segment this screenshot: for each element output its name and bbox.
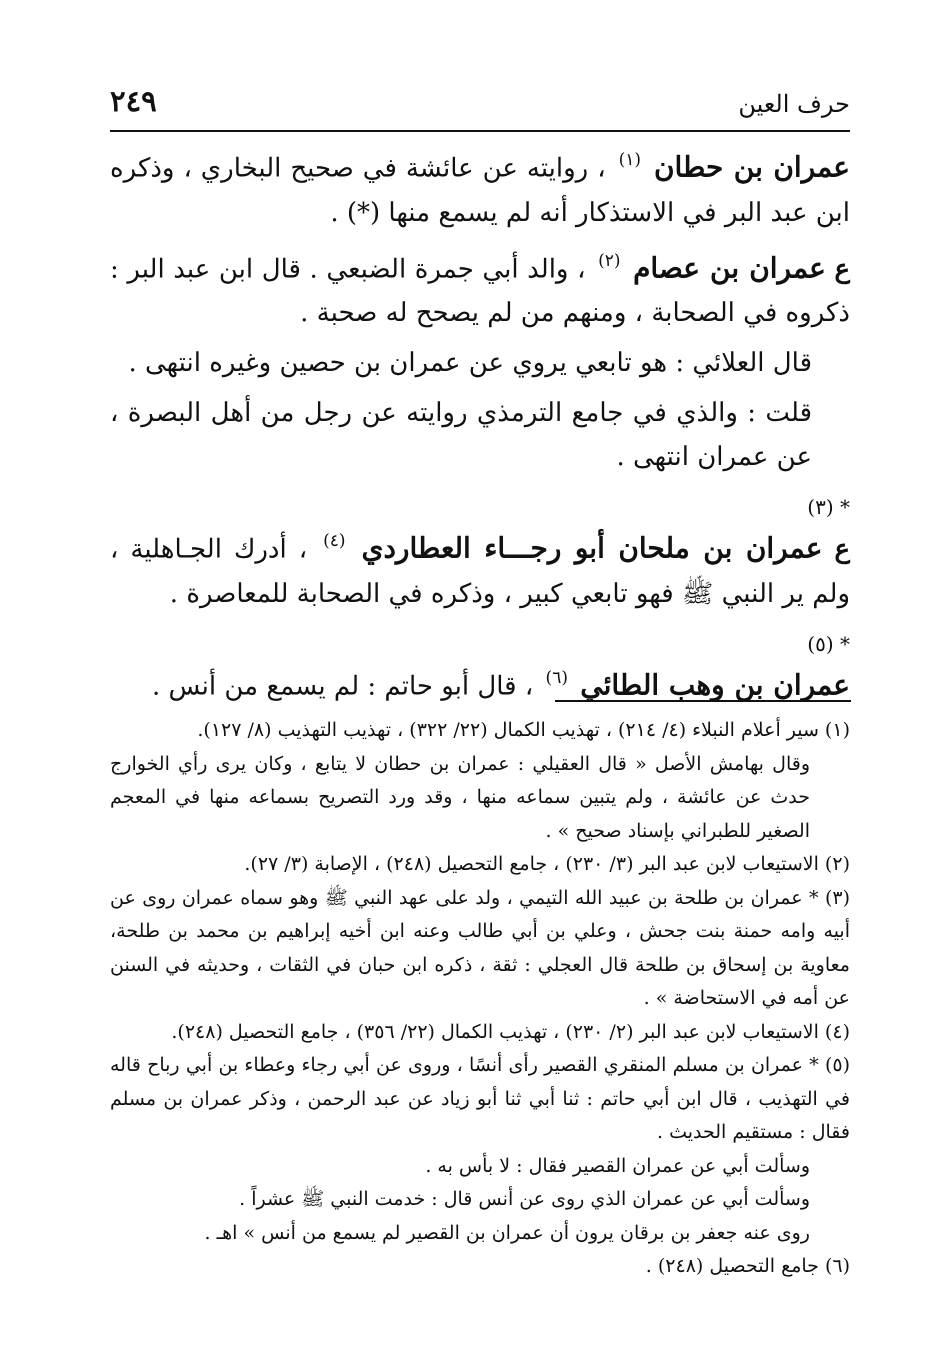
footnote-ref: (٢): [598, 250, 621, 271]
entry-name: عمران بن ملحان أبو رجـــاء العطاردي: [361, 531, 823, 565]
entry-text: ، والد أبي جمرة الضبعي . قال ابن عبد البر : ذكروه في الصحابة ، ومنهم من لم يصحح له صحبة .: [110, 254, 850, 329]
footnote-4: (٤) الاستيعاب لابن عبد البر (٢/ ٢٣٠) ، تهذيب الكمال (٢٢/ ٣٥٦) ، جامع التحصيل (٢٤٨).: [171, 1020, 850, 1043]
footnote-5-line: وسألت أبي عن عمران القصير فقال : لا بأس به .: [425, 1154, 810, 1177]
main-text: [110, 140, 850, 715]
entry-name: عمران بن عصام: [633, 251, 826, 285]
footnote-1: (١) سير أعلام النبلاء (٤/ ٢١٤) ، تهذيب الكمال (٢٢/ ٣٢٢) ، تهذيب التهذيب (٨/ ١٢٧).: [197, 719, 850, 741]
entry-text: ، أدرك الجـاهلية ، ولم ير النبي ﷺ فهو تابعي كبير ، وذكره في الصحابة للمعاصرة .: [110, 534, 850, 609]
entry-prefix: ع: [834, 254, 851, 285]
footnote-5: (٥) * عمران بن مسلم المنقري القصير رأى أنسًا ، وروى عن أبي رجاء وعطاء بن أبي رباح قاله في التهذيب ، قال ابن أبي حاتم : ثنا أبي ثنا أبو زياد عن عبد الرحمن ، وذكر عمران بن مسلم فقال : مستقيم الحديث .: [110, 1054, 850, 1143]
running-title: حرف العين: [738, 90, 850, 118]
star-marker: * (٥): [807, 631, 850, 656]
footnote-6: (٦) جامع التحصيل (٢٤٨) .: [645, 1255, 850, 1277]
footnote-1-note: وقال بهامش الأصل « قال العقيلي : عمران بن حطان لا يتابع ، وكان يرى رأي الخوارج حدث عن عائشة ، ولم يتبين سماعه منها ، وقد ورد التصريح بسماعه منها في المعجم الصغير للطبراني بإسناد صحيح » .: [110, 752, 810, 842]
page-number: ٢٤٩: [110, 84, 157, 118]
entry-text: ، روايته عن عائشة في صحيح البخاري ، وذكره ابن عبد البر في الاستذكار أنه لم يسمع منها (*) .: [110, 153, 850, 228]
footnote-rule: [555, 700, 851, 702]
footnote-5-line: وسألت أبي عن عمران الذي روى عن أنس قال : خدمت النبي ﷺ عشراً .: [239, 1188, 810, 1210]
footnote-ref: (٤): [323, 531, 346, 552]
entry-name: عمران بن حطان: [653, 150, 851, 184]
footnote-ref: (٦): [545, 667, 568, 688]
header-rule: [110, 130, 850, 132]
footnote-5-line: روى عنه جعفر بن برقان يرون أن عمران بن القصير لم يسمع من أنس » اهـ .: [204, 1221, 810, 1244]
entry-imran-ibn-hittan: [110, 140, 850, 235]
footnotes: [110, 714, 850, 1284]
quote-alalai: قال العلائي : هو تابعي يروي عن عمران بن حصين وغيره انتهى .: [128, 348, 812, 379]
footnote-2: (٢) الاستيعاب لابن عبد البر (٣/ ٢٣٠) ، جامع التحصيل (٢٤٨) ، الإصابة (٣/ ٢٧).: [244, 853, 850, 875]
entry-imran-ibn-milhan: [110, 521, 850, 616]
footnote-3: (٣) * عمران بن طلحة بن عبيد الله التيمي ، ولد على عهد النبي ﷺ وهو سماه عمران روى عن أبيه وامه حمنة بنت جحش ، وعلي بن أبي طالب وعنه ابن أخيه إبراهيم بن محمد بن طلحة، معاوية بن إسحاق بن طلحة قال العجلي : ثقة ، ذكره ابن حبان في الثقات ، وحديثه في السنن عن أمه في الاستحاضة » .: [110, 886, 850, 1009]
star-marker: * (٣): [807, 495, 850, 520]
entry-imran-ibn-isam: [110, 241, 850, 336]
entry-prefix: ع: [834, 534, 851, 565]
entry-name: عمران بن وهب الطائي: [580, 668, 850, 702]
entry-text: ، قال أبو حاتم : لم يسمع من أنس .: [151, 671, 534, 702]
quote-qultu: قلت : والذي في جامع الترمذي روايته عن رجل من أهل البصرة ، عن عمران انتهى .: [110, 398, 812, 473]
footnote-ref: (١): [618, 150, 641, 170]
page-header: [110, 80, 850, 120]
